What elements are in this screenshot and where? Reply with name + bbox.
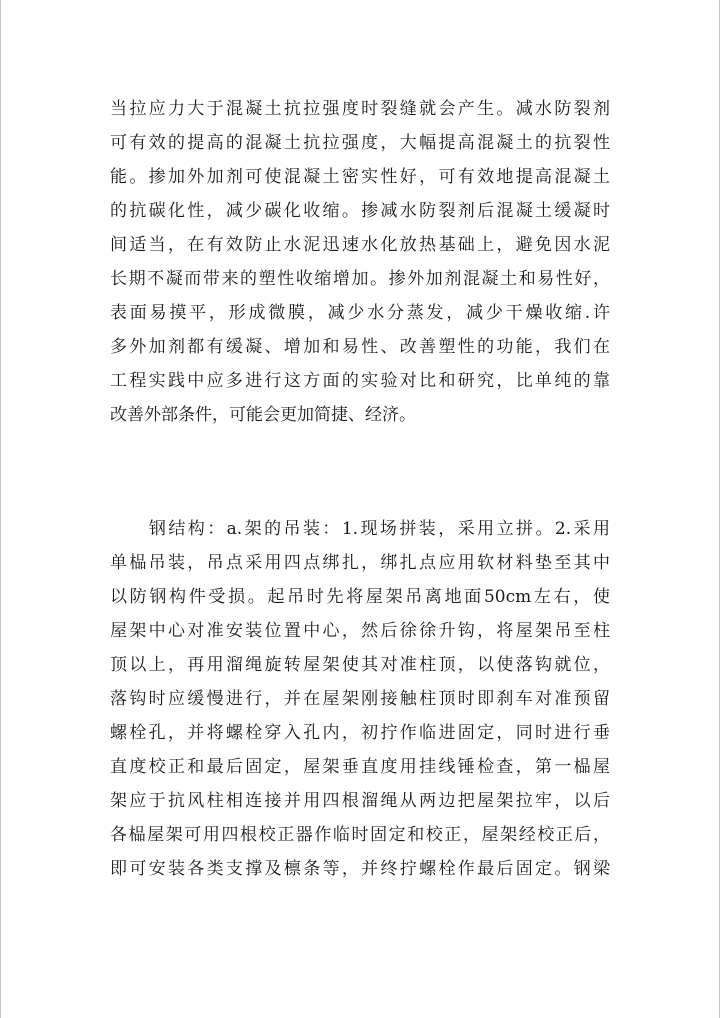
text-line: 单榀吊装，吊点采用四点绑扎，绑扎点应用软材料垫至其中 xyxy=(110,553,610,573)
text-line: 能。掺加外加剂可使混凝土密实性好，可有效地提高混凝土 xyxy=(110,167,610,187)
text-line: 钢结构：a.架的吊装：1.现场拼装，采用立拼。2.采用 xyxy=(110,519,610,539)
text-line: 表面易摸平，形成微膜，减少水分蒸发，减少干燥收缩.许 xyxy=(110,303,610,323)
text-line: 改善外部条件，可能会更加简捷、经济。 xyxy=(110,405,416,425)
text-line: 顶以上，再用溜绳旋转屋架使其对准柱顶，以使落钩就位， xyxy=(110,655,610,675)
text-line: 各榀屋架可用四根校正器作临时固定和校正，屋架经校正后， xyxy=(110,825,610,845)
text-line: 可有效的提高的混凝土抗拉强度，大幅提高混凝土的抗裂性 xyxy=(110,133,610,153)
text-line: 以防钢构件受损。起吊时先将屋架吊离地面50cm左右，使 xyxy=(110,587,610,607)
text-line: 多外加剂都有缓凝、增加和易性、改善塑性的功能，我们在 xyxy=(110,337,610,357)
page-edge-left xyxy=(0,0,1,1018)
text-line: 的抗碳化性，减少碳化收缩。掺减水防裂剂后混凝土缓凝时 xyxy=(110,201,610,221)
text-line: 落钩时应缓慢进行，并在屋架刚接触柱顶时即刹车对准预留 xyxy=(110,689,610,709)
text-line: 架应于抗风柱相连接并用四根溜绳从两边把屋架拉牢，以后 xyxy=(110,791,610,811)
text-line: 间适当，在有效防止水泥迅速水化放热基础上，避免因水泥 xyxy=(110,235,610,255)
paragraph-concrete-cracking xyxy=(110,92,610,432)
text-line: 螺栓孔，并将螺栓穿入孔内，初拧作临进固定，同时进行垂 xyxy=(110,723,610,743)
text-line: 屋架中心对准安装位置中心，然后徐徐升钩，将屋架吊至柱 xyxy=(110,621,610,641)
text-line: 工程实践中应多进行这方面的实验对比和研究，比单纯的靠 xyxy=(110,371,610,391)
text-line: 长期不凝而带来的塑性收缩增加。掺外加剂混凝土和易性好， xyxy=(110,269,610,289)
text-line: 直度校正和最后固定，屋架垂直度用挂线锤检查，第一榀屋 xyxy=(110,757,610,777)
text-line: 当拉应力大于混凝土抗拉强度时裂缝就会产生。减水防裂剂 xyxy=(110,99,610,119)
text-line: 即可安装各类支撑及檩条等，并终拧螺栓作最后固定。钢梁 xyxy=(110,859,610,879)
paragraph-steel-structure xyxy=(110,512,610,886)
